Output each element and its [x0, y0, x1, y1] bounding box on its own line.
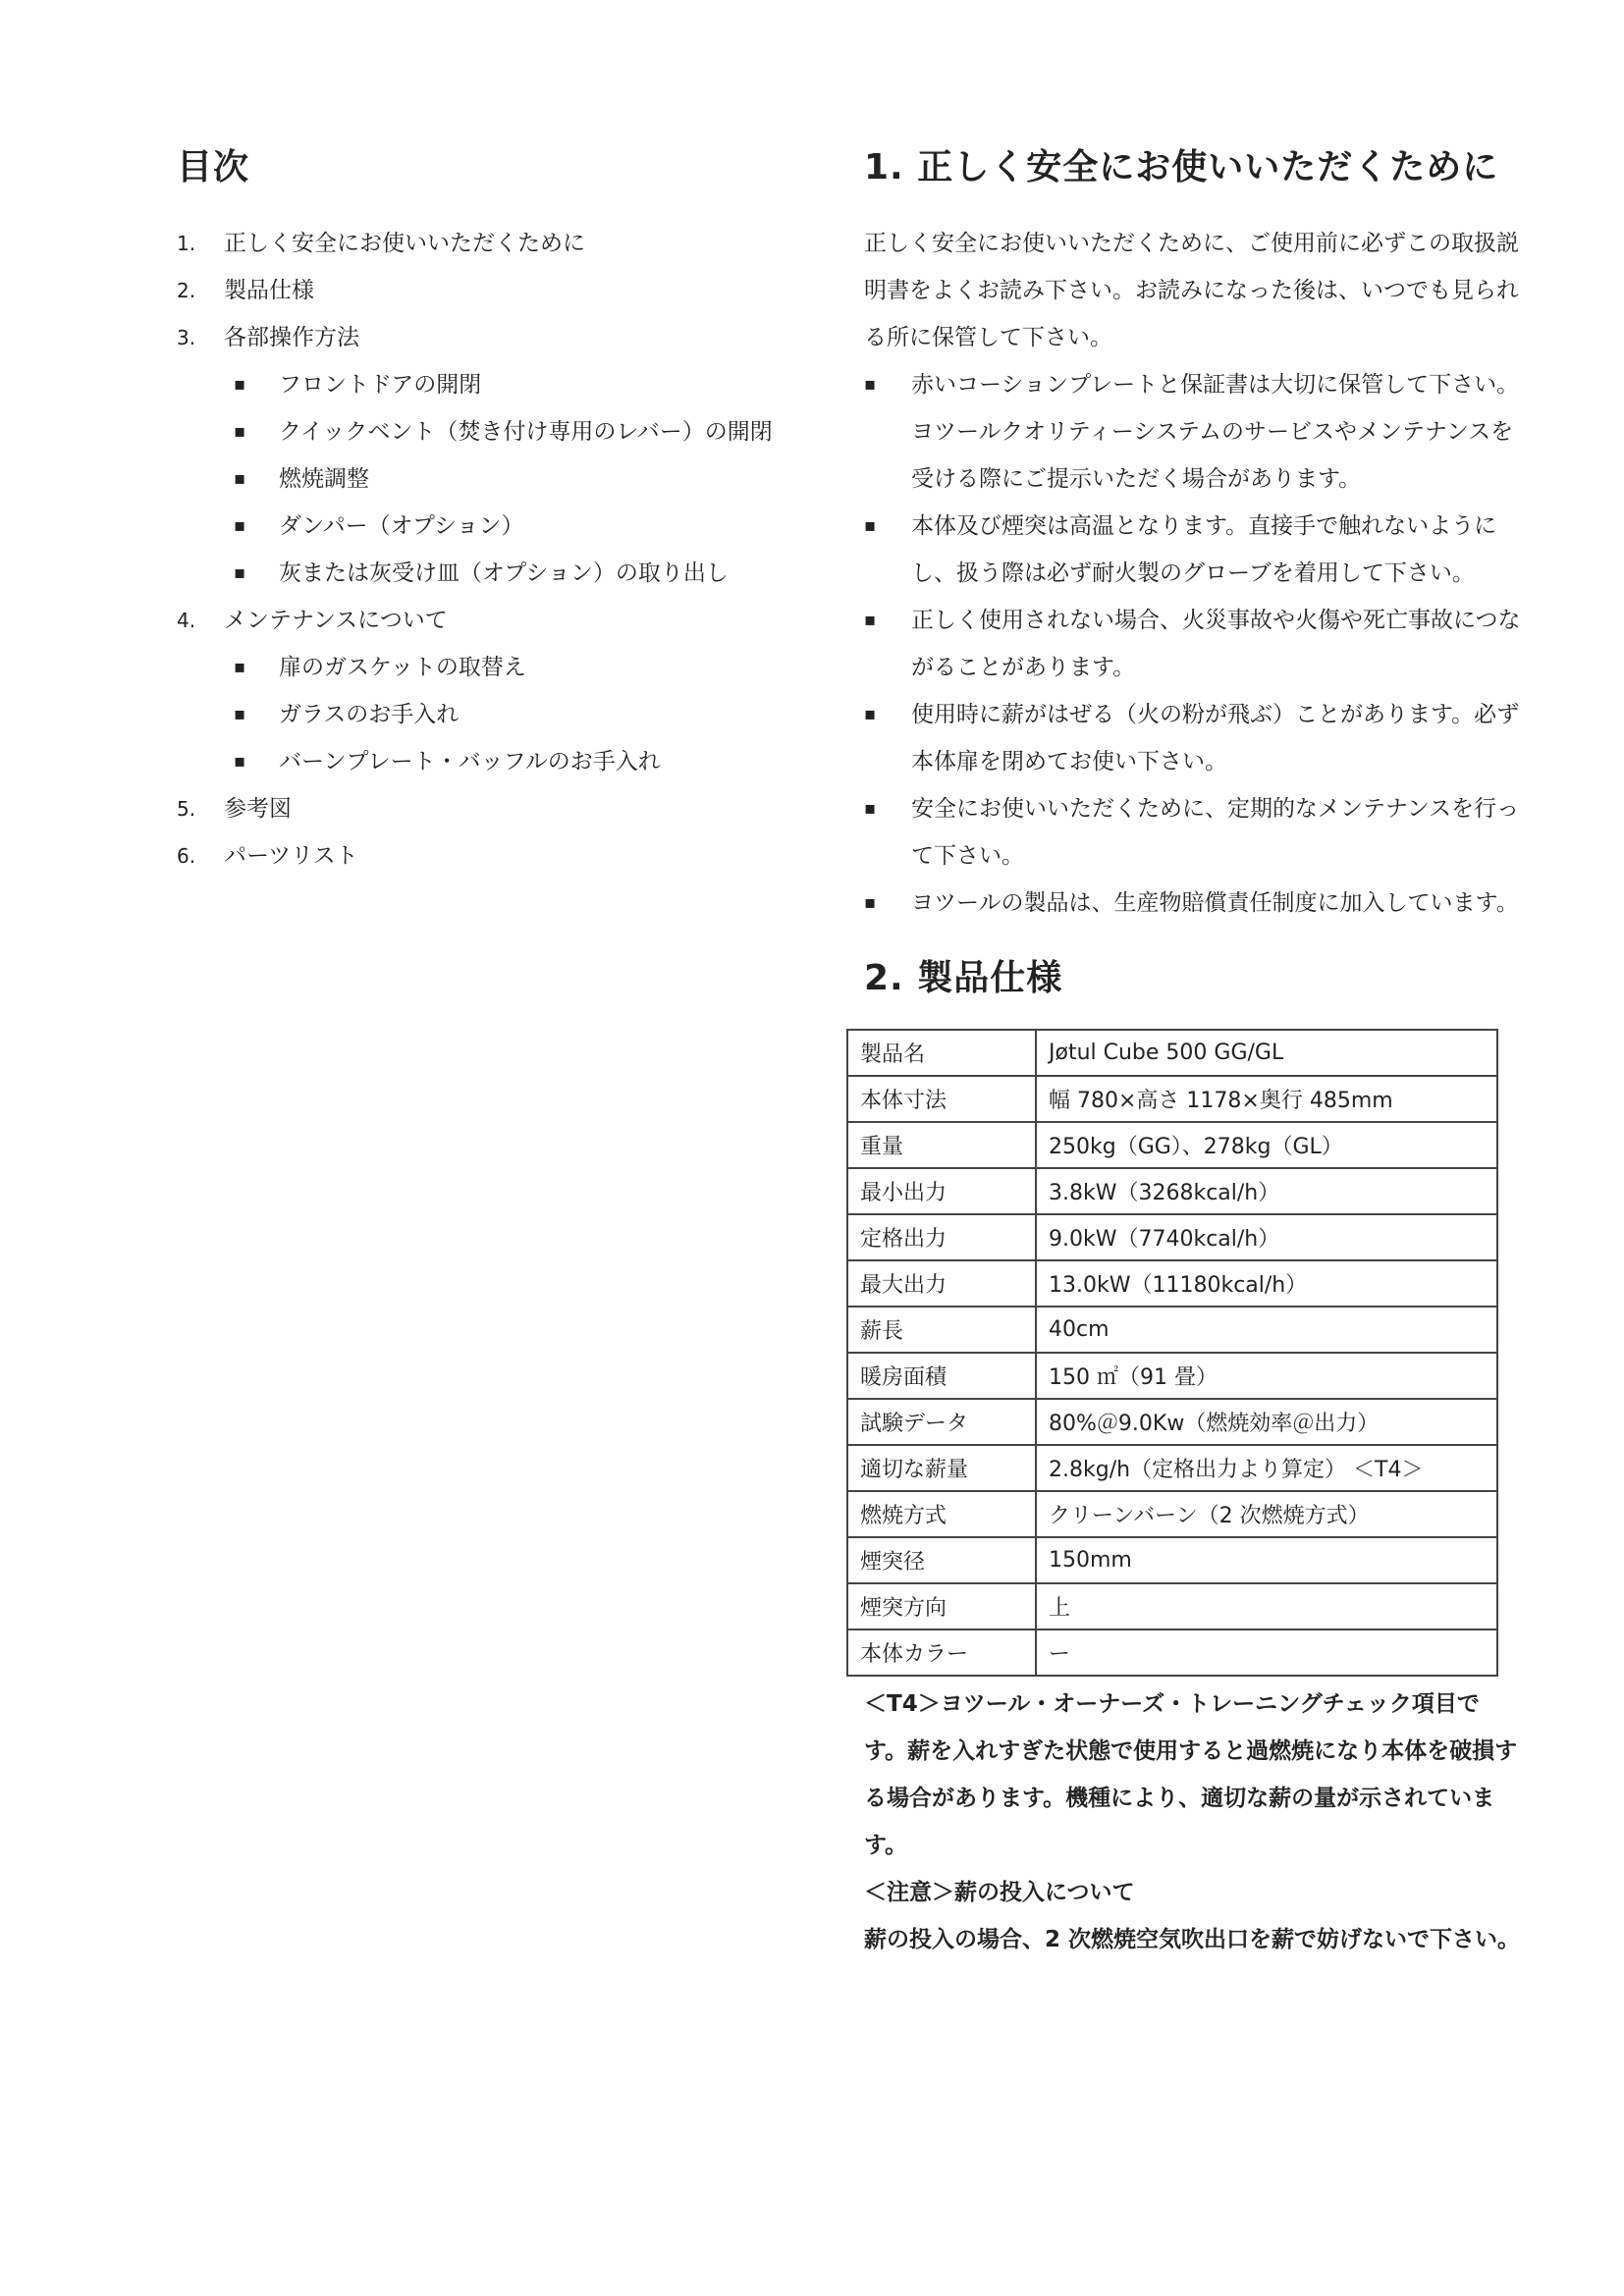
bullet-icon: ▪	[234, 515, 246, 536]
bullet-icon: ▪	[234, 468, 246, 489]
toc-subitem	[177, 455, 805, 503]
safety-text: 赤いコーションプレートと保証書は大切に保管して下さい。ヨツールクオリティーシステムのサービスやメンテナンスを受ける際にご提示いただく場合があります。	[911, 372, 1520, 492]
bullet-icon: ▪	[864, 515, 877, 536]
section2-title: 2. 製品仕様	[864, 958, 1063, 998]
bullet-icon: ▪	[864, 704, 877, 724]
toc-subitem	[177, 644, 805, 691]
toc-item	[177, 597, 805, 644]
safety-item	[864, 361, 1522, 503]
toc-subitem	[177, 361, 805, 408]
spec-value: ー	[1036, 1629, 1497, 1676]
toc-number: 5.	[177, 797, 196, 821]
spec-value: クリーンバーン（2 次燃焼方式）	[1036, 1491, 1497, 1537]
spec-label: 暖房面積	[847, 1353, 1036, 1399]
toc-text: ダンパー（オプション）	[279, 513, 524, 539]
toc-subitem	[177, 503, 805, 550]
spec-value: 3.8kW（3268kcal/h）	[1036, 1168, 1497, 1214]
toc-text: 各部操作方法	[224, 325, 359, 350]
section1-title: 1. 正しく安全にお使いいただくために	[864, 147, 1499, 187]
spec-label: 燃焼方式	[847, 1491, 1036, 1537]
spec-label: 煙突方向	[847, 1583, 1036, 1629]
toc-item	[177, 314, 805, 361]
spec-value: 150mm	[1036, 1537, 1497, 1583]
notes	[864, 1681, 1522, 1963]
toc-item	[177, 267, 805, 314]
spec-value: 150 ㎡（91 畳）	[1036, 1353, 1497, 1399]
toc-text: ガラスのお手入れ	[279, 702, 460, 727]
toc-title: 目次	[177, 147, 250, 187]
content-column	[860, 137, 1522, 1963]
spec-value: 9.0kW（7740kcal/h）	[1036, 1214, 1497, 1260]
safety-item	[864, 785, 1522, 880]
spec-row	[847, 1399, 1497, 1445]
toc-text: 灰または灰受け皿（オプション）の取り出し	[279, 561, 729, 586]
safety-item	[864, 880, 1522, 927]
spec-row	[847, 1537, 1497, 1583]
toc-subitem	[177, 408, 805, 455]
toc-text: 燃焼調整	[279, 466, 369, 492]
bullet-icon: ▪	[234, 704, 246, 724]
safety-item	[864, 691, 1522, 785]
bullet-icon: ▪	[234, 374, 246, 395]
spec-value: 幅 780×高さ 1178×奥行 485mm	[1036, 1076, 1497, 1122]
spec-label: 煙突径	[847, 1537, 1036, 1583]
toc-number: 3.	[177, 326, 196, 349]
spec-label: 試験データ	[847, 1399, 1036, 1445]
spec-row	[847, 1445, 1497, 1491]
safety-bullet-list	[864, 361, 1522, 927]
spec-label: 薪長	[847, 1307, 1036, 1353]
toc-text: クイックベント（焚き付け専用のレバー）の開閉	[279, 419, 773, 445]
toc-text: 製品仕様	[224, 278, 314, 303]
toc-number: 1.	[177, 232, 196, 255]
toc-number: 6.	[177, 844, 196, 868]
toc-text: パーツリスト	[224, 843, 358, 869]
safety-text: 使用時に薪がはぜる（火の粉が飛ぶ）ことがあります。必ず本体扉を閉めてお使い下さい。	[911, 702, 1520, 774]
spec-value: 13.0kW（11180kcal/h）	[1036, 1260, 1497, 1307]
spec-value: 2.8kg/h（定格出力より算定） ＜T4＞	[1036, 1445, 1497, 1491]
spec-label: 重量	[847, 1122, 1036, 1168]
spec-table	[846, 1029, 1498, 1677]
bullet-icon: ▪	[864, 798, 877, 819]
bullet-icon: ▪	[864, 892, 877, 913]
safety-text: 安全にお使いいただくために、定期的なメンテナンスを行って下さい。	[911, 796, 1520, 869]
spec-row	[847, 1583, 1497, 1629]
toc-column	[177, 137, 805, 880]
t4-note: ＜T4＞ヨツール・オーナーズ・トレーニングチェック項目です。薪を入れすぎた状態で使用すると過燃焼になり本体を破損する場合があります。機種により、適切な薪の量が示されています。	[864, 1691, 1518, 1858]
spec-value: 上	[1036, 1583, 1497, 1629]
spec-label: 製品名	[847, 1030, 1036, 1076]
bullet-icon: ▪	[864, 374, 877, 395]
safety-text: 正しく使用されない場合、火災事故や火傷や死亡事故につながることがあります。	[911, 608, 1521, 680]
safety-item	[864, 597, 1522, 691]
spec-row	[847, 1214, 1497, 1260]
toc-number: 4.	[177, 609, 196, 632]
bullet-icon: ▪	[234, 751, 246, 772]
spec-value: 40cm	[1036, 1307, 1497, 1353]
bullet-icon: ▪	[234, 421, 246, 442]
spec-row	[847, 1353, 1497, 1399]
spec-row	[847, 1030, 1497, 1076]
toc-list	[177, 220, 805, 880]
spec-label: 本体寸法	[847, 1076, 1036, 1122]
spec-label: 本体カラー	[847, 1629, 1036, 1676]
caution-text: 薪の投入の場合、2 次燃焼空気吹出口を薪で妨げないで下さい。	[864, 1927, 1521, 1952]
spec-row	[847, 1122, 1497, 1168]
spec-label: 定格出力	[847, 1214, 1036, 1260]
spec-row	[847, 1307, 1497, 1353]
toc-number: 2.	[177, 279, 196, 302]
toc-text: フロントドアの開閉	[279, 372, 482, 398]
bullet-icon: ▪	[864, 610, 877, 630]
bullet-icon: ▪	[234, 657, 246, 677]
toc-item	[177, 785, 805, 832]
spec-value: 250kg（GG）、278kg（GL）	[1036, 1122, 1497, 1168]
safety-item	[864, 503, 1522, 597]
spec-value: Jøtul Cube 500 GG/GL	[1036, 1030, 1497, 1076]
spec-row	[847, 1491, 1497, 1537]
caution-title: ＜注意＞薪の投入について	[864, 1880, 1135, 1905]
spec-row	[847, 1168, 1497, 1214]
toc-item	[177, 832, 805, 880]
safety-text: ヨツールの製品は、生産物賠償責任制度に加入しています。	[911, 890, 1519, 916]
spec-label: 適切な薪量	[847, 1445, 1036, 1491]
toc-subitem	[177, 550, 805, 597]
toc-text: 参考図	[224, 796, 292, 822]
toc-text: メンテナンスについて	[224, 608, 448, 633]
spec-row	[847, 1629, 1497, 1676]
toc-item	[177, 220, 805, 267]
toc-text: 正しく安全にお使いいただくために	[224, 231, 585, 256]
bullet-icon: ▪	[234, 562, 246, 583]
safety-text: 本体及び煙突は高温となります。直接手で触れないようにし、扱う際は必ず耐火製のグローブを着用して下さい。	[911, 513, 1497, 586]
toc-subitem	[177, 691, 805, 738]
spec-value: 80%＠9.0Kw（燃焼効率＠出力）	[1036, 1399, 1497, 1445]
spec-row	[847, 1260, 1497, 1307]
toc-text: バーンプレート・バッフルのお手入れ	[279, 749, 661, 774]
toc-subitem	[177, 738, 805, 785]
spec-row	[847, 1076, 1497, 1122]
spec-label: 最小出力	[847, 1168, 1036, 1214]
toc-text: 扉のガスケットの取替え	[279, 655, 526, 680]
section1-intro: 正しく安全にお使いいただくために、ご使用前に必ずこの取扱説明書をよくお読み下さい。お読みになった後は、いつでも見られる所に保管して下さい。	[864, 231, 1519, 350]
spec-label: 最大出力	[847, 1260, 1036, 1307]
